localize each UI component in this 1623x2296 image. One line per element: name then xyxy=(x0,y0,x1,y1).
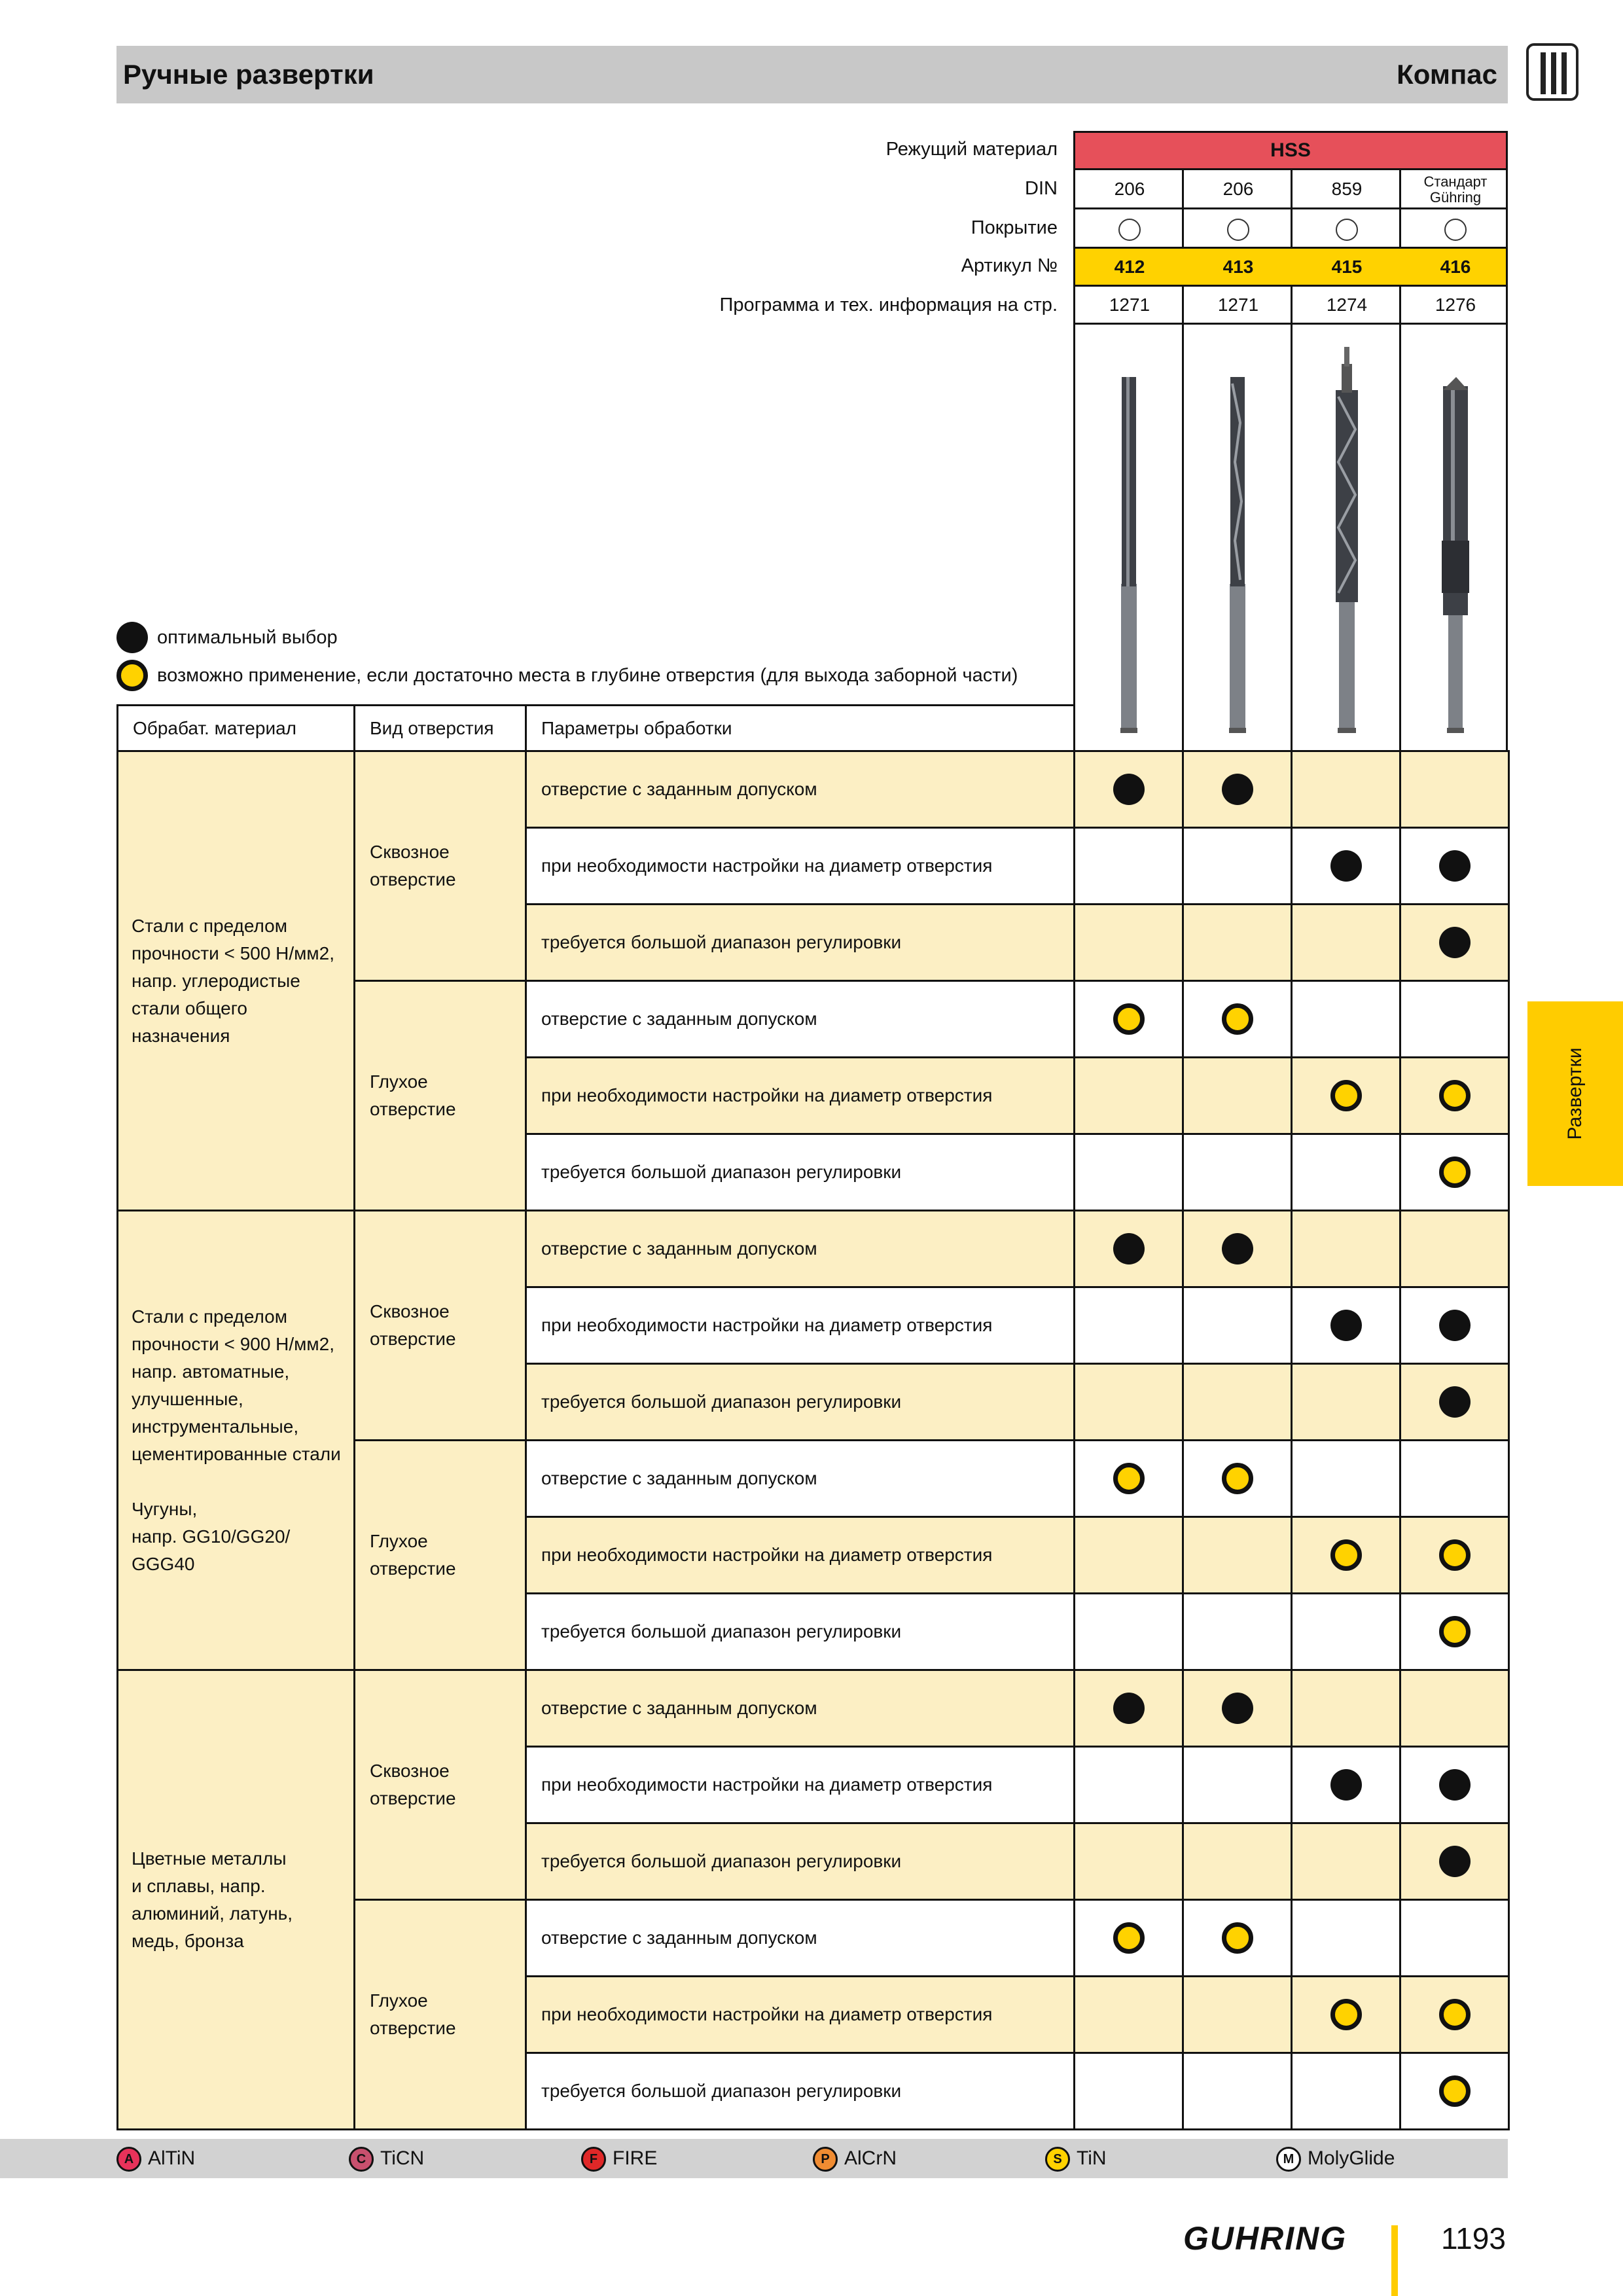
possible-dot xyxy=(1113,1003,1145,1035)
tool-columns xyxy=(1073,168,1508,753)
possible-dot xyxy=(1330,1999,1362,2030)
optimal-dot xyxy=(1439,1386,1471,1418)
hole-type-cell: Глухое отверстие xyxy=(355,981,526,1211)
coating-altin-icon: A xyxy=(116,2147,141,2172)
param-cell: требуется большой диапазон регулировки xyxy=(526,2053,1075,2130)
optimal-dot xyxy=(1113,774,1145,805)
hole-type-cell: Глухое отверстие xyxy=(355,1441,526,1670)
possible-dot xyxy=(1439,1616,1471,1647)
coating-ticn-icon: C xyxy=(349,2147,374,2172)
optimal-dot xyxy=(1439,850,1471,882)
possible-dot xyxy=(1330,1080,1362,1111)
coating-legend-item: P AlCrN xyxy=(813,2139,897,2178)
catalog-section-label: Компас xyxy=(1397,59,1497,90)
material-cell: Стали с пределом прочности < 900 Н/мм2, напр. автоматные, улучшенные, инструментальные, цементированные стали Чугуны, напр. GG10/GG20/ GGG40 xyxy=(118,1211,355,1670)
coating-none-icon xyxy=(1293,209,1401,247)
label-din: DIN xyxy=(1025,178,1058,199)
possible-dot xyxy=(1439,2075,1471,2107)
catalog-page: 1276 xyxy=(1435,295,1476,315)
page-title: Ручные развертки xyxy=(123,59,374,90)
param-cell: требуется большой диапазон регулировки xyxy=(526,1594,1075,1670)
optimal-dot xyxy=(1439,1769,1471,1801)
param-cell: требуется большой диапазон регулировки xyxy=(526,905,1075,981)
hole-type-cell: Сквозное отверстие xyxy=(355,1211,526,1441)
possible-dot xyxy=(1439,1080,1471,1111)
label-cutting-material: Режущий материал xyxy=(885,139,1058,160)
coating-tin-icon: S xyxy=(1045,2147,1070,2172)
legend-possible-text: возможно применение, если достаточно места в глубине отверстия (для выхода заборной части) xyxy=(157,665,1018,686)
reamer-icon xyxy=(1526,43,1578,101)
optimal-dot xyxy=(1330,1769,1362,1801)
label-article: Артикул № xyxy=(961,255,1058,276)
optimal-dot xyxy=(1113,1233,1145,1265)
hole-type-cell: Сквозное отверстие xyxy=(355,751,526,981)
possible-dot xyxy=(1113,1922,1145,1954)
coating-legend-item: A AlTiN xyxy=(116,2139,195,2178)
catalog-page: 1274 xyxy=(1326,295,1368,315)
application-table xyxy=(116,704,1510,2130)
legend-optimal-text: оптимальный выбор xyxy=(157,627,338,648)
possible-dot xyxy=(1439,1999,1471,2030)
param-cell: при необходимости настройки на диаметр отверстия xyxy=(526,1517,1075,1594)
param-cell: при необходимости настройки на диаметр отверстия xyxy=(526,1058,1075,1134)
param-cell: требуется большой диапазон регулировки xyxy=(526,1364,1075,1441)
coatings-legend-bar xyxy=(0,2139,1508,2178)
header-hole: Вид отверстия xyxy=(355,706,526,751)
logo-divider xyxy=(1391,2225,1398,2296)
material-cell: Цветные металлы и сплавы, напр. алюминий, латунь, медь, бронза xyxy=(118,1670,355,2130)
param-cell: отверстие с заданным допуском xyxy=(526,1670,1075,1747)
optimal-dot xyxy=(1439,1846,1471,1877)
optimal-dot xyxy=(1222,774,1253,805)
article-number: 415 xyxy=(1331,257,1363,277)
coating-alcrn-icon: P xyxy=(813,2147,838,2172)
coating-fire-icon: F xyxy=(581,2147,606,2172)
coating-none-icon xyxy=(1075,209,1184,247)
brand-logo: GUHRING xyxy=(1183,2220,1347,2257)
label-program: Программа и тех. информация на стр. xyxy=(719,295,1058,315)
reamer-415-image xyxy=(1336,347,1358,733)
din-value: 859 xyxy=(1331,179,1363,199)
section-side-tab[interactable]: Развертки xyxy=(1527,1001,1623,1186)
optimal-dot xyxy=(1222,1693,1253,1724)
legend-optimal-dot xyxy=(116,622,148,653)
param-cell: при необходимости настройки на диаметр отверстия xyxy=(526,828,1075,905)
reamer-416-image xyxy=(1442,377,1469,733)
catalog-page: 1271 xyxy=(1217,295,1259,315)
hole-type-cell: Сквозное отверстие xyxy=(355,1670,526,1900)
hole-type-cell: Глухое отверстие xyxy=(355,1900,526,2130)
din-value: 206 xyxy=(1114,179,1145,199)
possible-dot xyxy=(1113,1463,1145,1494)
param-cell: требуется большой диапазон регулировки xyxy=(526,1134,1075,1211)
param-cell: требуется большой диапазон регулировки xyxy=(526,1823,1075,1900)
coating-molyglide-icon: M xyxy=(1276,2147,1301,2172)
param-cell: отверстие с заданным допуском xyxy=(526,1441,1075,1517)
legend-possible-dot xyxy=(116,660,148,691)
label-coating: Покрытие xyxy=(971,217,1058,238)
cutting-material-value: HSS xyxy=(1073,131,1508,170)
optimal-dot xyxy=(1113,1693,1145,1724)
optimal-dot xyxy=(1330,850,1362,882)
param-cell: при необходимости настройки на диаметр отверстия xyxy=(526,1747,1075,1823)
param-cell: отверстие с заданным допуском xyxy=(526,981,1075,1058)
optimal-dot xyxy=(1439,1310,1471,1341)
param-cell: при необходимости настройки на диаметр отверстия xyxy=(526,1287,1075,1364)
possible-dot xyxy=(1222,1003,1253,1035)
article-number: 412 xyxy=(1114,257,1145,277)
page-number: 1193 xyxy=(1441,2221,1506,2255)
coating-legend-item: S TiN xyxy=(1045,2139,1107,2178)
param-cell: при необходимости настройки на диаметр отверстия xyxy=(526,1977,1075,2053)
coating-legend-item: M MolyGlide xyxy=(1276,2139,1395,2178)
coating-legend-item: C TiCN xyxy=(349,2139,424,2178)
param-cell: отверстие с заданным допуском xyxy=(526,1211,1075,1287)
possible-dot xyxy=(1222,1922,1253,1954)
catalog-page: 1271 xyxy=(1109,295,1150,315)
possible-dot xyxy=(1439,1157,1471,1188)
coating-legend-item: F FIRE xyxy=(581,2139,657,2178)
coating-none-icon xyxy=(1401,209,1510,247)
possible-dot xyxy=(1439,1539,1471,1571)
reamer-413-image xyxy=(1229,377,1246,733)
reamer-412-image xyxy=(1120,377,1137,733)
article-number: 413 xyxy=(1222,257,1254,277)
optimal-dot xyxy=(1330,1310,1362,1341)
header-bar xyxy=(116,46,1508,103)
din-value: 206 xyxy=(1222,179,1254,199)
param-cell: отверстие с заданным допуском xyxy=(526,1900,1075,1977)
reamer-images xyxy=(1075,325,1506,751)
possible-dot xyxy=(1222,1463,1253,1494)
possible-dot xyxy=(1330,1539,1362,1571)
material-cell: Стали с пределом прочности < 500 Н/мм2, напр. углеродистые стали общего назначения xyxy=(118,751,355,1211)
article-number: 416 xyxy=(1440,257,1471,277)
coating-none-icon xyxy=(1184,209,1293,247)
din-value-standard: Стандарт Gühring xyxy=(1423,173,1488,206)
header-params: Параметры обработки xyxy=(526,706,1075,751)
optimal-dot xyxy=(1222,1233,1253,1265)
param-cell: отверстие с заданным допуском xyxy=(526,751,1075,828)
header-material: Обрабат. материал xyxy=(118,706,355,751)
optimal-dot xyxy=(1439,927,1471,958)
